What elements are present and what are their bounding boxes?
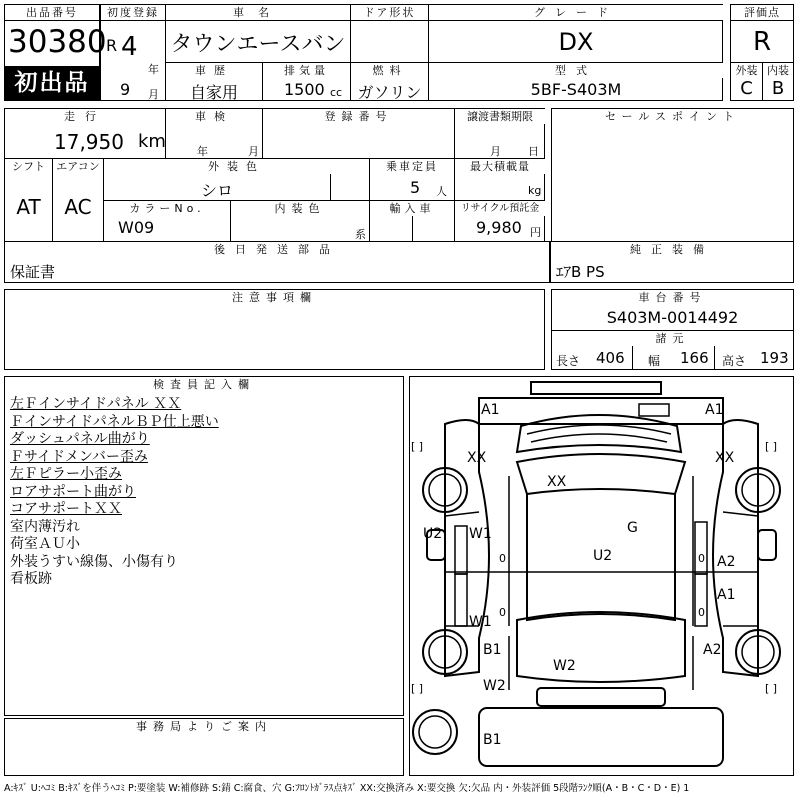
damage-mark: XX <box>715 450 735 466</box>
int-score-label: 内装 <box>763 63 793 78</box>
note-line: コアサポートＸＸ <box>10 501 122 517</box>
sales-point-box <box>551 108 794 242</box>
width-value: 166 <box>680 349 709 367</box>
car-name-label: 車名 <box>166 5 350 20</box>
color-no-label: カラーNo. <box>104 201 230 216</box>
vehicle-diagram <box>409 376 794 776</box>
zero-mark: 0 <box>698 552 705 565</box>
km-unit: km <box>138 131 166 152</box>
model-value: 5BF-S403M <box>530 80 622 99</box>
ext-color-label: 外装色 <box>104 159 369 174</box>
damage-mark: A1 <box>481 402 500 418</box>
genuine-label: 純正装備 <box>551 242 793 257</box>
bracket-mark: [ ] <box>765 440 778 453</box>
inspector-notes <box>10 396 219 589</box>
damage-mark: W1 <box>469 526 492 542</box>
mileage-label: 走行 <box>5 109 165 124</box>
cc-unit: cc <box>330 86 343 99</box>
fuel-label: 燃料 <box>351 63 428 78</box>
inspection-label: 車検 <box>166 109 262 124</box>
note-line: 看板跡 <box>10 571 52 587</box>
inspection-year: 年 <box>197 145 208 158</box>
note-line: ダッシュパネル曲がり <box>10 431 150 447</box>
length-label: 長さ <box>556 354 581 368</box>
note-line: Ｆサイドメンバー歪み <box>10 448 148 465</box>
sales-point-label: セールスポイント <box>552 109 793 124</box>
width-label: 幅 <box>648 354 661 368</box>
damage-mark: W2 <box>483 678 506 694</box>
door-label: ドア形状 <box>351 5 428 20</box>
note-line: 左Ｆインサイドパネル ＸＸ <box>10 396 182 412</box>
caution-label: 注意事項欄 <box>5 290 544 305</box>
month-number: 9 <box>120 80 131 99</box>
dims-label: 諸元 <box>552 331 793 346</box>
lot-label: 出品番号 <box>5 5 99 21</box>
inspection-month: 月 <box>248 145 259 158</box>
damage-mark: W2 <box>553 658 576 674</box>
damage-mark: W1 <box>469 614 492 630</box>
damage-mark: XX <box>467 450 487 466</box>
transfer-day: 日 <box>528 145 539 158</box>
damage-mark: U2 <box>593 548 613 564</box>
inspector-label: 検査員記入欄 <box>5 377 403 392</box>
transfer-doc-label: 譲渡書類期限 <box>455 109 545 124</box>
office-label: 事務局よりご案内 <box>5 719 403 734</box>
fuel-value: ガソリン <box>357 83 422 102</box>
capacity-value: 5 <box>410 178 421 197</box>
model-label: 型式 <box>429 63 723 78</box>
displacement-value: 1500 <box>284 80 325 99</box>
chassis-value: S403M-0014492 <box>606 308 739 327</box>
recycle-label: リサイクル預託金 <box>455 201 545 216</box>
car-name: タウンエースバン <box>170 32 346 57</box>
note-line: ロアサポート曲がり <box>10 483 136 500</box>
import-label: 輸入車 <box>370 201 454 216</box>
note-line: 左Ｆピラー小歪み <box>10 466 122 482</box>
zero-mark: 0 <box>499 606 506 619</box>
int-color-unit: 系 <box>355 228 366 241</box>
month-unit: 月 <box>148 88 159 101</box>
damage-mark: G <box>627 520 638 536</box>
damage-mark: XX <box>547 474 567 490</box>
damage-mark: A1 <box>717 587 736 603</box>
zero-mark: 0 <box>698 606 705 619</box>
note-line: 室内薄汚れ <box>10 518 80 535</box>
grade-label: グレード <box>429 5 723 20</box>
later-parts-value: 保証書 <box>10 263 56 281</box>
bracket-mark: [ ] <box>411 440 424 453</box>
damage-mark: A2 <box>703 642 722 658</box>
ext-color-value: シロ <box>200 181 233 200</box>
year-number: 4 <box>121 32 138 62</box>
year-unit: 年 <box>148 63 159 76</box>
int-color-label: 内装色 <box>231 201 369 216</box>
displacement-label: 排気量 <box>263 63 350 78</box>
shift-value: AT <box>16 195 41 219</box>
capacity-unit: 人 <box>436 185 447 198</box>
first-reg-label: 初度登録 <box>101 5 165 20</box>
height-value: 193 <box>760 349 789 367</box>
transfer-month: 月 <box>490 145 501 158</box>
damage-mark: A2 <box>717 554 736 570</box>
note-line: ＦインサイドパネルＢＰ仕上悪い <box>10 413 219 430</box>
ext-score-label: 外装 <box>731 63 762 78</box>
ac-label: エアコン <box>53 159 103 174</box>
mileage-value: 17,950 <box>54 130 124 154</box>
score-value: R <box>752 27 772 57</box>
legend-text: A:ｷｽﾞ U:ﾍｺﾐ B:ｷｽﾞを伴うﾍｺﾐ P:要塗装 W:補修跡 S:錆 C:腐食、穴 G:ﾌﾛﾝﾄｶﾞﾗｽ点ｷｽﾞ XX:交換済み X:要交換 欠:欠品 内・外装評価 5段階ﾗﾝｸ順(A・B・C・D・E) 1 <box>4 783 690 794</box>
genuine-value: ｴｱB PS <box>556 263 605 281</box>
later-parts-label: 後日発送部品 <box>5 242 549 257</box>
damage-mark: A1 <box>705 402 724 418</box>
lot-number: 30380 <box>8 24 107 60</box>
chassis-label: 車台番号 <box>552 290 793 305</box>
max-load-label: 最大積載量 <box>455 159 545 174</box>
damage-mark: U2 <box>423 526 443 542</box>
note-line: 外装うすい線傷、小傷有り <box>10 553 178 570</box>
bracket-mark: [ ] <box>411 682 424 695</box>
grade-value: DX <box>558 28 594 56</box>
ext-score: C <box>740 78 753 99</box>
registration-label: 登録番号 <box>263 109 454 124</box>
recycle-value: 9,980 <box>476 218 522 237</box>
damage-mark: B1 <box>483 732 502 748</box>
zero-mark: 0 <box>499 552 506 565</box>
max-load-unit: kg <box>528 184 542 197</box>
era-letter: R <box>106 36 118 55</box>
int-score: B <box>771 78 785 99</box>
spec-table <box>4 108 545 242</box>
length-value: 406 <box>596 349 625 367</box>
bracket-mark: [ ] <box>765 682 778 695</box>
history-value: 自家用 <box>189 83 238 102</box>
history-label: 車歴 <box>166 63 262 78</box>
score-label: 評価点 <box>731 5 793 20</box>
capacity-label: 乗車定員 <box>370 159 454 174</box>
shift-label: シフト <box>5 159 52 174</box>
note-line: 荷室ＡＵ小 <box>10 536 80 552</box>
ac-value: AC <box>64 195 92 219</box>
height-label: 高さ <box>722 354 747 368</box>
color-no-value: W09 <box>118 218 155 237</box>
first-listing-badge: 初出品 <box>5 66 99 100</box>
yen-unit: 円 <box>530 226 541 239</box>
damage-mark: B1 <box>483 642 502 658</box>
